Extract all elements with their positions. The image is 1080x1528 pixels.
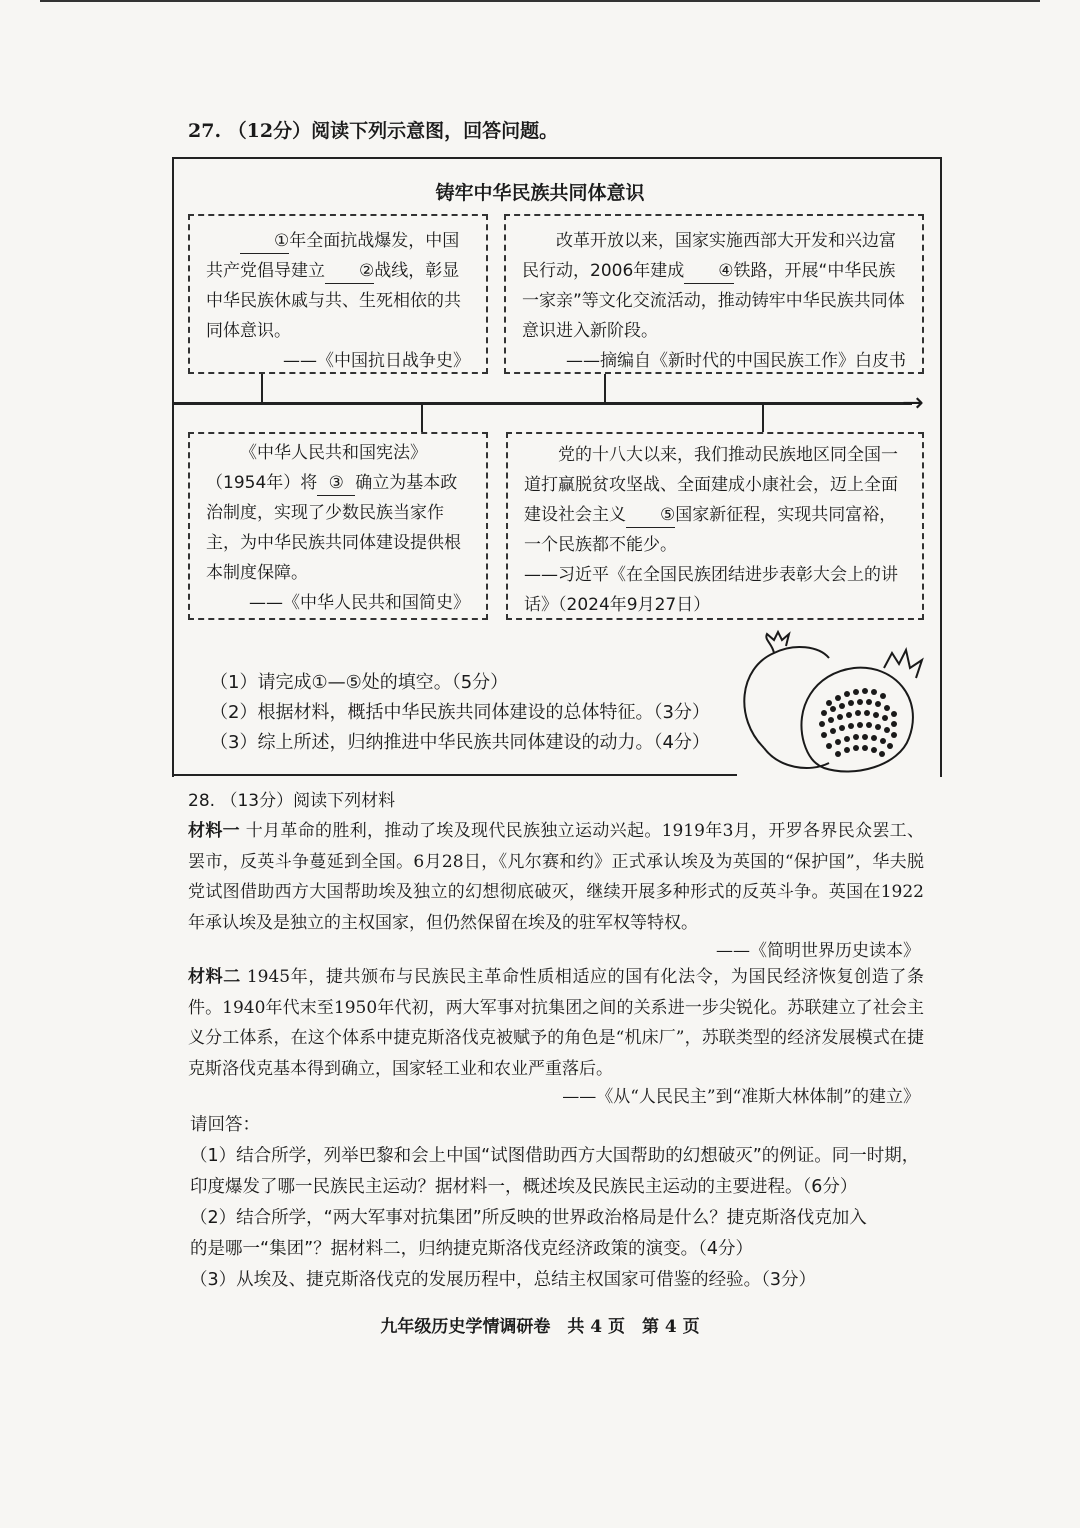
blank-4: ④ (684, 259, 733, 284)
box4-text-b: 国家新征程，实现共同富裕，一个民族都不能少。 (524, 505, 897, 555)
material-1-text: 十月革命的胜利，推动了埃及现代民族独立运动兴起。1919年3月，开罗各界民众罢工、罢市，反英斗争蔓延到全国。6月28日，《凡尔赛和约》正式承认埃及为英国的“保护国”，华夫脱党试图借助西方大国帮助埃及独立的幻想彻底破灭，继续开展多种形式的反英斗争。英国在1922年承认埃及是独立的主权国家，但仍然保留在埃及的驻军权等特权。 (188, 821, 925, 933)
box1-source: ——《中国抗日战争史》 (283, 351, 470, 371)
material-1-source: ——《简明世界历史读本》 (716, 941, 920, 961)
q28-subquestion-3: （3）从埃及、捷克斯洛伐克的发展历程中，总结主权国家可借鉴的经验。（3分） (190, 1270, 817, 1290)
timeline-tick-2 (604, 374, 606, 402)
material-2 (188, 962, 924, 1084)
q28-prompt: 请回答： (190, 1115, 260, 1135)
top-rule (40, 0, 1040, 2)
box1-text-b: 战线，彰显中华民族休戚与共、生死相依的共同体意识。 (206, 261, 461, 341)
box3-text-a: 《中华人民共和国宪法》 (240, 443, 427, 463)
material-2-text: 1945年，捷共颁布与民族民主革命性质相适应的国有化法令，为国民经济恢复创造了条件。1940年代末至1950年代初，两大军事对抗集团之间的关系进一步尖锐化。苏联建立了社会主义分工体系，在这个体系中捷克斯洛伐克被赋予的角色是“机床厂”，苏联类型的经济发展模式在捷克斯洛伐克基本得到确立，国家轻工业和农业严重落后。 (188, 967, 925, 1079)
timeline-tick-1 (261, 374, 263, 402)
timeline-tick-4 (762, 404, 764, 432)
material-box-reform-era (504, 214, 924, 374)
timeline-tick-3 (421, 404, 423, 432)
q28-subquestion-2a: （2）结合所学，“两大军事对抗集团”所反映的世界政治格局是什么？捷克斯洛伐克加入 (190, 1208, 867, 1228)
box3-text-c: 确立为基本政治制度，实现了少数民族当家作主，为中华民族共同体建设提供根本制度保障。 (206, 473, 461, 583)
timeline-arrow-icon: → (902, 388, 924, 418)
diagram-title: 铸牢中华民族共同体意识 (435, 182, 645, 204)
box4-text-a: 党的十八大以来，我们推动民族地区同全国一道打赢脱贫攻坚战、全面建成小康社会，迈上全面建设社会主义 (524, 445, 898, 525)
material-1 (188, 816, 924, 938)
box2-text-a: 改革开放以来，国家实施西部大开发和兴边富民行动，2006年建成 (522, 231, 896, 281)
material-1-label: 材料一 (188, 821, 240, 841)
q27-subquestion-2: （2）根据材料，概括中华民族共同体建设的总体特征。（3分） (210, 702, 710, 723)
blank-1: ① (240, 229, 289, 254)
q27-subquestion-3: （3）综上所述，归纳推进中华民族共同体建设的动力。（4分） (210, 732, 710, 753)
q28-subquestion-2b: 的是哪一“集团”？据材料二，归纳捷克斯洛伐克经济政策的演变。（4分） (190, 1239, 754, 1259)
pomegranate-icon (734, 628, 934, 778)
material-box-18th-congress (506, 432, 924, 620)
q28-subquestion-1a: （1）结合所学，列举巴黎和会上中国“试图借助西方大国帮助的幻想破灭”的例证。同一时期， (190, 1146, 920, 1166)
timeline-axis (172, 402, 912, 405)
question-27-frame-bottom (172, 774, 737, 776)
material-box-constitution-1954 (188, 432, 488, 620)
material-box-anti-japanese-war (188, 214, 488, 374)
blank-3: ③ (317, 471, 355, 496)
box4-source: ——习近平《在全国民族团结进步表彰大会上的讲话》（2024年9月27日） (524, 565, 898, 615)
box2-source: ——摘编自《新时代的中国民族工作》白皮书 (566, 351, 906, 371)
box3-text-b: （1954年）将 (206, 473, 318, 493)
box1-text-a: 年全面抗战爆发，中国共产党倡导建立 (206, 231, 460, 281)
question-27-title: 27. （12分）阅读下列示意图，回答问题。 (188, 120, 559, 142)
blank-5: ⑤ (626, 503, 675, 528)
question-28-title: 28. （13分）阅读下列材料 (188, 791, 396, 811)
box2-text-b: 铁路，开展“中华民族一家亲”等文化交流活动，推动铸牢中华民族共同体意识进入新阶段。 (522, 261, 905, 341)
box3-source: ——《中华人民共和国简史》 (249, 593, 470, 613)
material-2-source: ——《从“人民民主”到“准斯大林体制”的建立》 (562, 1087, 920, 1107)
q27-subquestion-1: （1）请完成①—⑤处的填空。（5分） (210, 672, 509, 693)
material-2-label: 材料二 (188, 967, 241, 987)
q28-subquestion-1b: 印度爆发了哪一民族民主运动？据材料一，概述埃及民族民主运动的主要进程。（6分） (190, 1177, 858, 1197)
page-footer: 九年级历史学情调研卷 共 4 页 第 4 页 (380, 1317, 700, 1337)
blank-2: ② (325, 259, 374, 284)
